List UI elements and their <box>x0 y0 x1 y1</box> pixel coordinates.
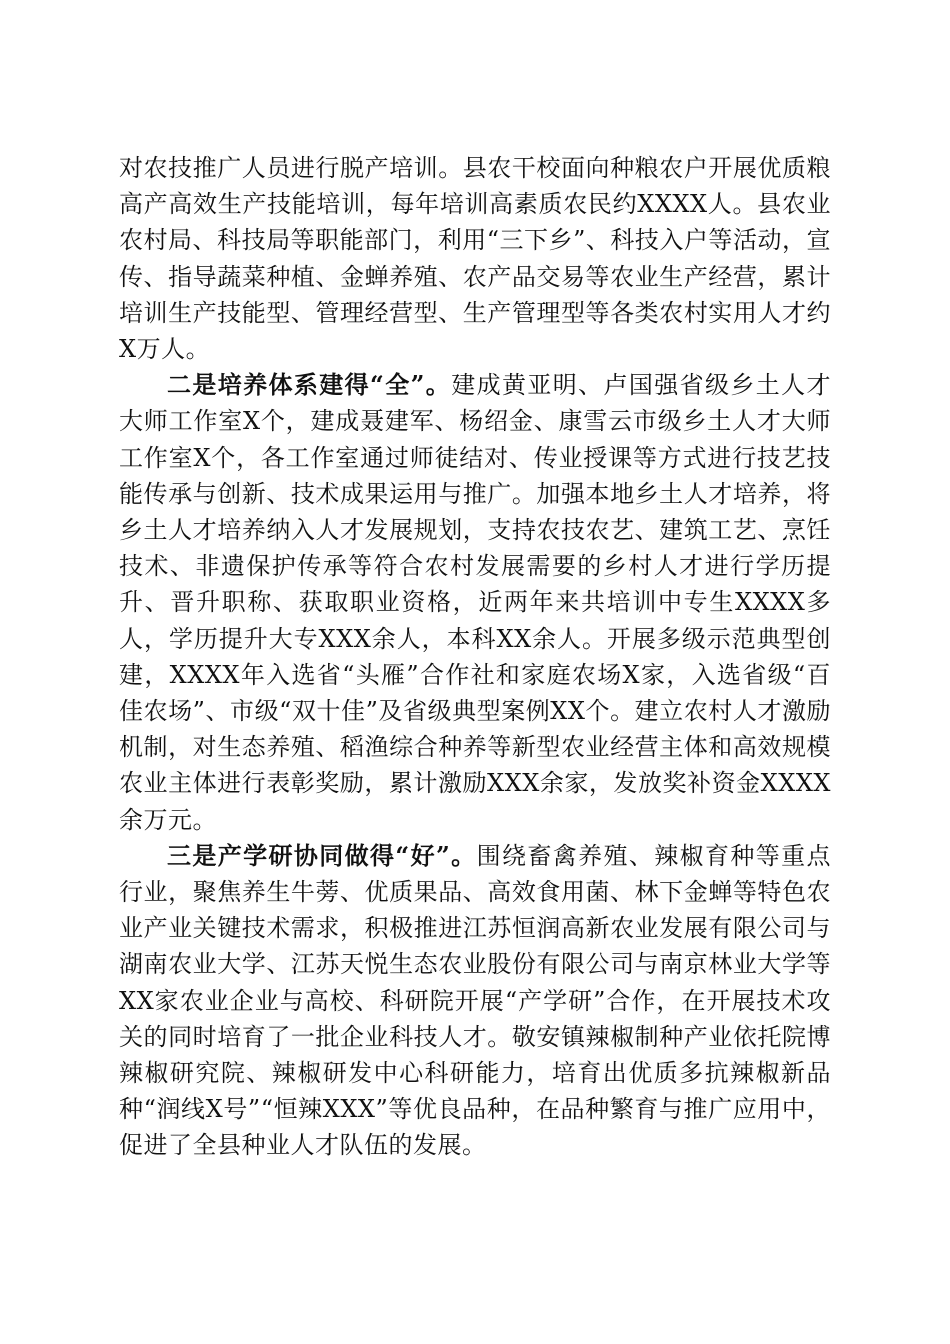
paragraph-2-heading: 二是培养体系建得“全”。 <box>167 370 452 400</box>
paragraph-3-text: 围绕畜禽养殖、辣椒育种等重点行业，聚焦养生牛蒡、优质果品、高效食用菌、林下金蝉等特色农业产业关键技术需求，积极推进江苏恒润高新农业发展有限公司与湖南农业大学、江苏天悦生态农业股份有限公司与南京林业大学等XX家农业企业与高校、科研院开展“产学研”合作，在开展技术攻关的同时培育了一批企业科技人才。敬安镇辣椒制种产业依托院博辣椒研究院、辣椒研发中心科研能力，培育出优质多抗辣椒新品种“润线X号”“恒辣XXX”等优良品种，在品种繁育与推广应用中，促进了全县种业人才队伍的发展。 <box>119 841 832 1160</box>
paragraph-3-heading: 三是产学研协同做得“好”。 <box>167 840 477 870</box>
paragraph-2-text: 建成黄亚明、卢国强省级乡土人才大师工作室X个，建成聂建军、杨绍金、康雪云市级乡土人才大师工作室X个，各工作室通过师徒结对、传业授课等方式进行技艺技能传承与创新、技术成果运用与推广。加强本地乡土人才培养，将乡土人才培养纳入人才发展规划，支持农技农艺、建筑工艺、烹饪技术、非遗保护传承等符合农村发展需要的乡村人才进行学历提升、晋升职称、获取职业资格，近两年来共培训中专生XXXX多人，学历提升大专XXX余人，本科XX余人。开展多级示范典型创建，XXXX年入选省“头雁”合作社和家庭农场X家，入选省级“百佳农场”、市级“双十佳”及省级典型案例XX个。建立农村人才激励机制，对生态养殖、稻渔综合种养等新型农业经营主体和高效规模农业主体进行表彰奖励，累计激励XXX余家，发放奖补资金XXXX余万元。 <box>119 371 832 834</box>
paragraph-2 <box>119 367 831 838</box>
paragraph-1-text: 对农技推广人员进行脱产培训。县农干校面向种粮农户开展优质粮高产高效生产技能培训，每年培训高素质农民约XXXX人。县农业农村局、科技局等职能部门，利用“三下乡”、科技入户等活动，宣传、指导蔬菜种植、金蝉养殖、农产品交易等农业生产经营，累计培训生产技能型、管理经营型、生产管理型等各类农村实用人才约X万人。 <box>119 154 831 364</box>
paragraph-1 <box>119 150 831 367</box>
paragraph-3 <box>119 838 831 1164</box>
document-body <box>119 150 831 1164</box>
